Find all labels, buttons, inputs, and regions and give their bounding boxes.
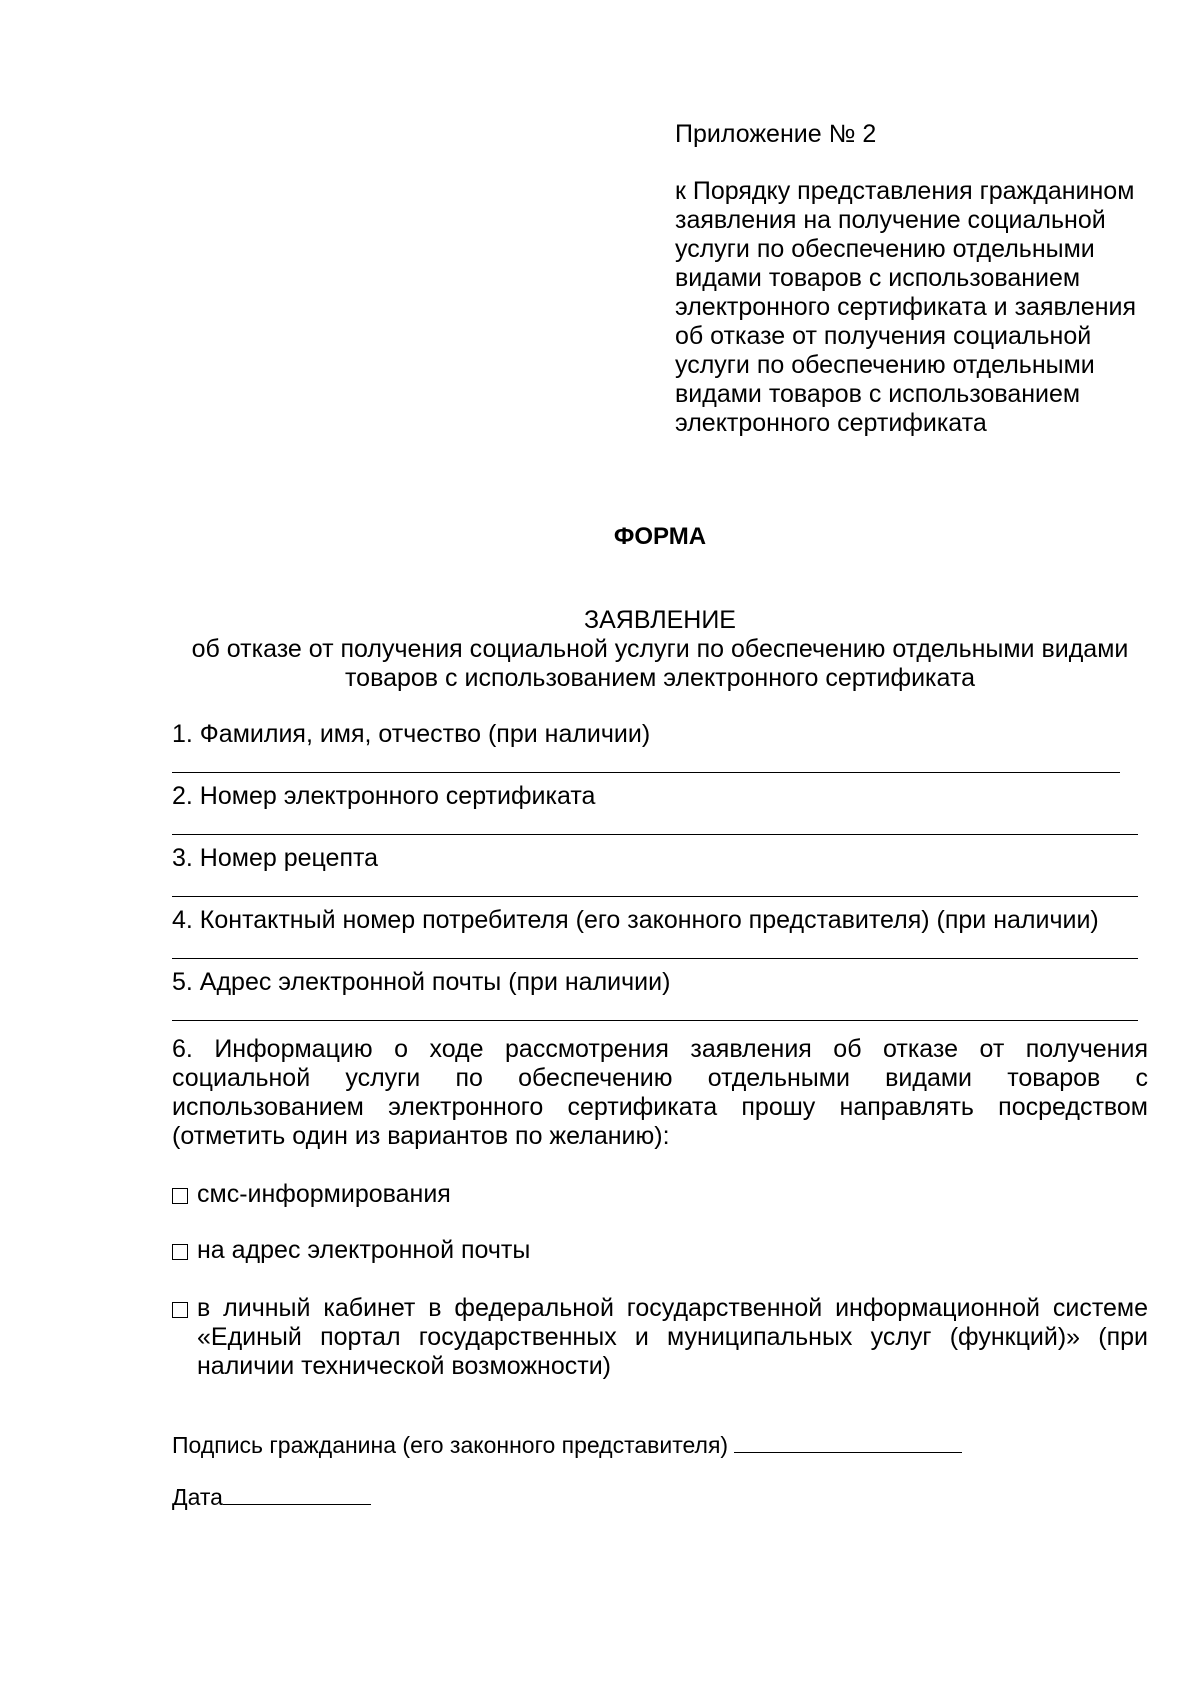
signature-row (172, 1431, 962, 1459)
field-certificate-number (172, 782, 1148, 835)
option-label: на адрес электронной почты (197, 1236, 531, 1264)
fill-in-line[interactable] (172, 957, 1138, 959)
field-label: 4. Контактный номер потребителя (его законного представителя) (при наличии) (172, 906, 1099, 934)
fill-in-line[interactable] (172, 833, 1138, 835)
checkbox-icon[interactable] (172, 1244, 188, 1260)
field-label: 5. Адрес электронной почты (при наличии) (172, 968, 671, 996)
appendix-reference: к Порядку представления гражданином заявления на получение социальной услуги по обеспечению отдельными видами товаров с использованием электронного сертификата и заявления об отказе от получения социальной услуги по обеспечению отдельными видами товаров с использованием электронного сертификата (675, 177, 1136, 437)
field-label: 3. Номер рецепта (172, 844, 379, 872)
option-label: смс-информирования (197, 1180, 451, 1208)
field-full-name (172, 720, 1148, 773)
field-email (172, 968, 1148, 1021)
option-email[interactable] (172, 1236, 1148, 1265)
appendix-block (675, 120, 1165, 438)
option-label: в личный кабинет в федеральной государственной информационной системе «Единый портал государственных и муниципальных услуг (функций)» (при наличии технической возможности) (197, 1294, 1148, 1380)
title-subtitle: об отказе от получения социальной услуги по обеспечению отдельными видами товаров с использованием электронного сертификата (191, 635, 1129, 692)
checkbox-icon[interactable] (172, 1188, 188, 1204)
field-contact-phone (172, 906, 1148, 959)
checkbox-icon[interactable] (172, 1302, 188, 1318)
fill-in-line[interactable] (172, 771, 1120, 773)
field-label: 2. Номер электронного сертификата (172, 782, 596, 810)
field-prescription-number (172, 844, 1148, 897)
signature-label: Подпись гражданина (его законного представителя) (172, 1432, 729, 1458)
form-label: ФОРМА (613, 523, 707, 550)
fill-in-line[interactable] (172, 1019, 1138, 1021)
option-gosuslugi[interactable] (172, 1294, 1148, 1381)
signature-line[interactable] (734, 1432, 962, 1453)
appendix-number: Приложение № 2 (675, 120, 877, 148)
document-title (170, 606, 1150, 693)
date-label: Дата (172, 1484, 223, 1510)
title-heading: ЗАЯВЛЕНИЕ (583, 606, 736, 634)
fill-in-line[interactable] (172, 895, 1138, 897)
section-6-text: 6. Информацию о ходе рассмотрения заявления об отказе от получения социальной услуги по обеспечению отдельными видами товаров с использованием электронного сертификата прошу направлять посредством (отметить один из вариантов по желанию): (172, 1035, 1148, 1150)
date-row (172, 1483, 371, 1511)
date-line[interactable] (223, 1484, 371, 1505)
option-sms[interactable] (172, 1180, 1148, 1209)
field-label: 1. Фамилия, имя, отчество (при наличии) (172, 720, 651, 748)
form-fields (172, 720, 1148, 1030)
